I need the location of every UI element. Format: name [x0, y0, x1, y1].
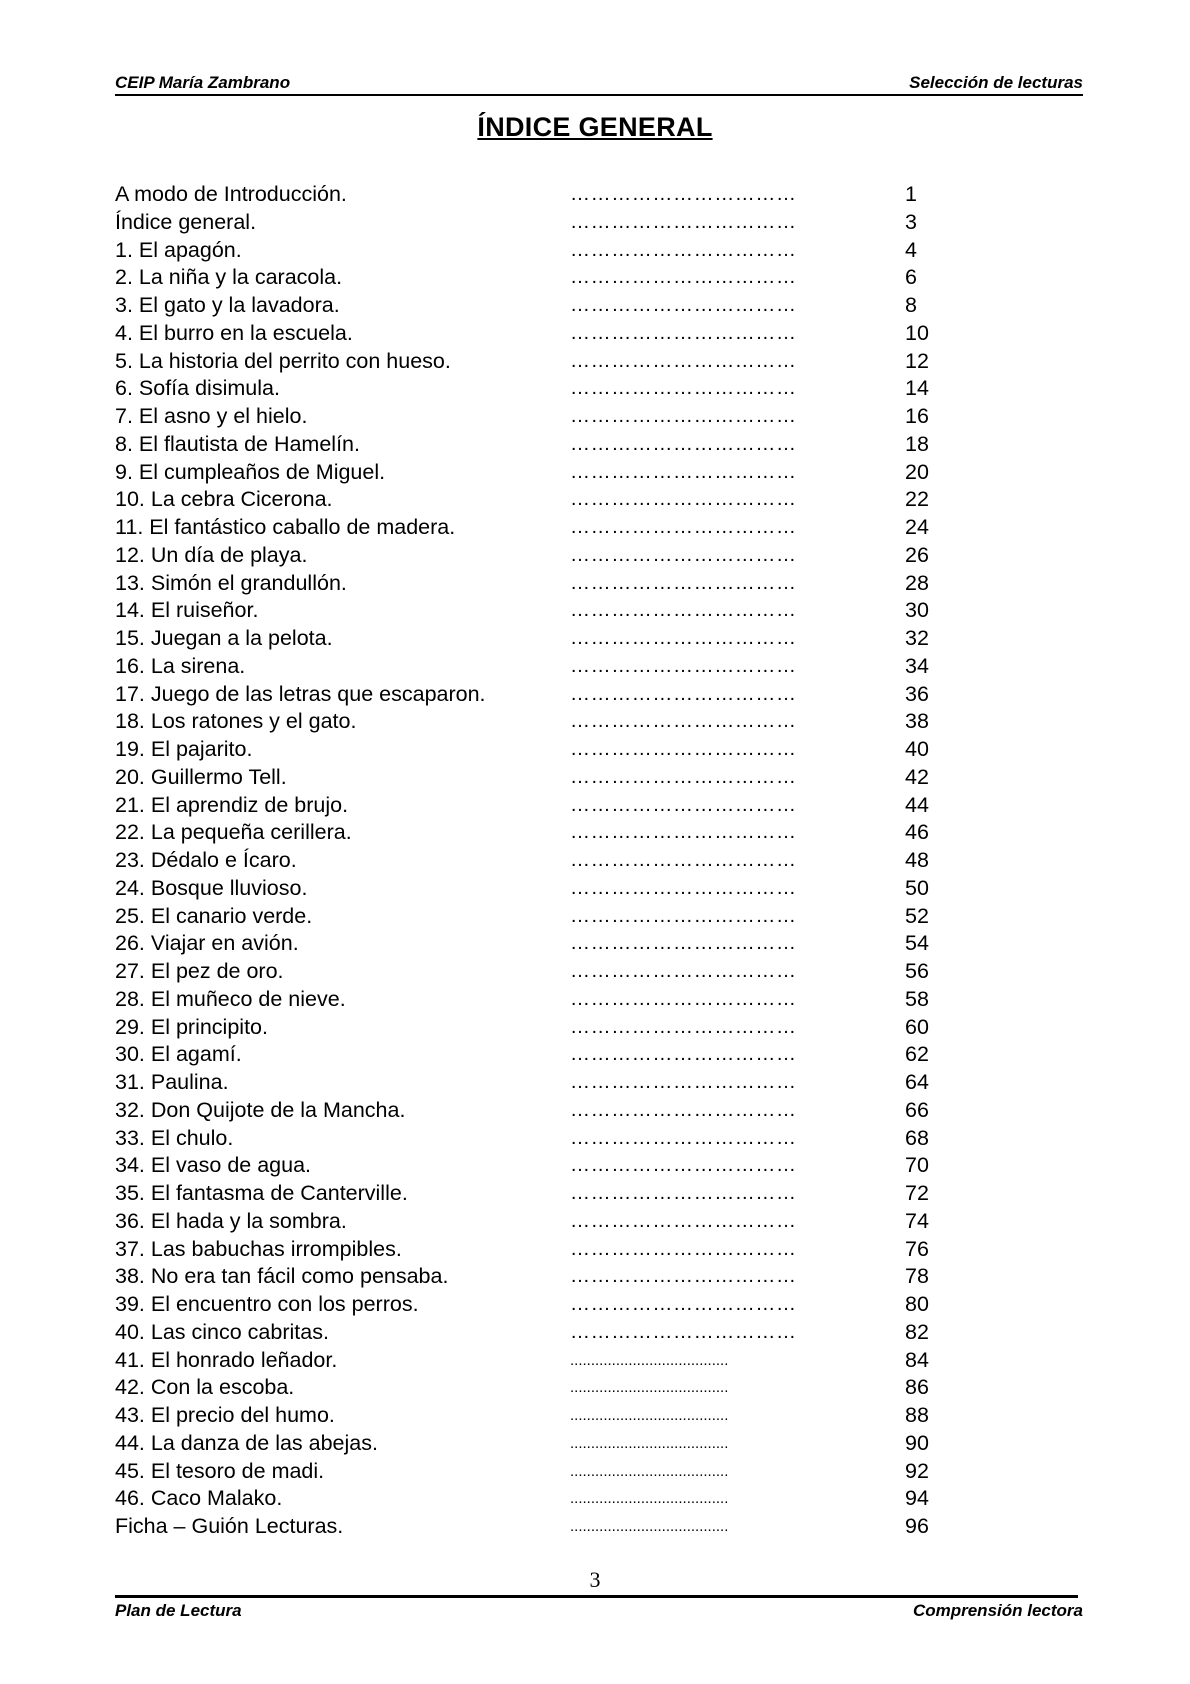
- footer-plan-label: Plan de Lectura: [115, 1601, 242, 1620]
- toc-entry-leader-dots: ……………………………: [570, 488, 797, 511]
- toc-entry: [115, 819, 975, 847]
- toc-entry-title: 39. El encuentro con los perros.: [115, 1292, 419, 1316]
- toc-entry-title: 42. Con la escoba.: [115, 1375, 295, 1400]
- toc-entry-leader-dots: ……………………………: [570, 793, 797, 816]
- toc-entry-leader-dots: ……………………………: [570, 821, 797, 844]
- toc-entry: [115, 875, 975, 903]
- toc-entry-title: 45. El tesoro de madi.: [115, 1458, 325, 1483]
- toc-entry-page-number: 72: [905, 1181, 929, 1205]
- toc-entry: [115, 181, 975, 209]
- toc-entry-page-number: 4: [905, 237, 917, 262]
- toc-entry: [115, 736, 975, 764]
- toc-entry-title: 20. Guillermo Tell.: [115, 764, 287, 789]
- toc-entry-page-number: 18: [905, 431, 929, 456]
- toc-entry-title: 29. El principito.: [115, 1014, 268, 1039]
- table-of-contents: [115, 181, 975, 1541]
- toc-entry-page-number: 34: [905, 653, 929, 678]
- toc-entry: [115, 431, 975, 459]
- toc-entry-title: 1. El apagón.: [115, 237, 242, 262]
- toc-entry-page-number: 64: [905, 1070, 929, 1094]
- toc-entry-leader-dots: ……………………………: [570, 1209, 797, 1232]
- toc-entry-page-number: 52: [905, 903, 929, 928]
- toc-entry-page-number: 94: [905, 1486, 929, 1511]
- toc-entry-page-number: 38: [905, 709, 929, 734]
- page-number: 3: [589, 1567, 601, 1592]
- toc-entry-page-number: 86: [905, 1375, 929, 1400]
- toc-entry-page-number: 58: [905, 986, 929, 1011]
- toc-entry-leader-dots: ……………………………: [570, 1265, 797, 1288]
- toc-entry: [115, 209, 975, 237]
- toc-entry-page-number: 62: [905, 1042, 929, 1067]
- toc-entry-page-number: 16: [905, 404, 929, 428]
- toc-entry-leader-dots: ……………………………: [570, 294, 797, 316]
- toc-entry-leader-dots: ……………………………: [570, 904, 797, 927]
- toc-entry-leader-dots: ……………………………: [570, 1098, 797, 1121]
- toc-entry-page-number: 14: [905, 376, 929, 401]
- toc-entry-leader-dots: ……………………………: [570, 543, 797, 566]
- toc-entry-page-number: 8: [905, 293, 917, 317]
- footer-divider: [115, 1595, 1078, 1598]
- toc-entry-title: 3. El gato y la lavadora.: [115, 293, 340, 317]
- toc-entry: [115, 1291, 975, 1319]
- toc-entry-leader-dots: ……………………………: [570, 183, 797, 205]
- toc-entry-leader-dots: ……………………………: [570, 738, 797, 760]
- toc-entry-leader-dots: ……………………………: [570, 377, 797, 400]
- toc-entry-page-number: 22: [905, 487, 929, 512]
- toc-entry-page-number: 74: [905, 1208, 929, 1233]
- toc-entry: [115, 986, 975, 1014]
- toc-entry-leader-dots: ……………………………: [570, 1320, 797, 1343]
- toc-entry-leader-dots: ......................................: [570, 1490, 729, 1508]
- toc-entry-leader-dots: ……………………………: [570, 960, 797, 982]
- toc-entry-page-number: 70: [905, 1153, 929, 1178]
- toc-entry-title: 13. Simón el grandullón.: [115, 570, 347, 595]
- toc-entry-title: Índice general.: [115, 209, 257, 234]
- toc-entry: [115, 1014, 975, 1042]
- toc-entry-page-number: 48: [905, 848, 929, 872]
- toc-entry-leader-dots: ……………………………: [570, 654, 797, 677]
- toc-entry: [115, 1208, 975, 1236]
- toc-entry: [115, 570, 975, 598]
- toc-entry: [115, 597, 975, 625]
- toc-entry-leader-dots: ……………………………: [570, 1071, 797, 1093]
- toc-entry: [115, 486, 975, 514]
- toc-entry-leader-dots: ……………………………: [570, 571, 797, 594]
- toc-entry-leader-dots: ......................................: [570, 1351, 729, 1369]
- toc-entry: [115, 1097, 975, 1125]
- toc-entry-title: 27. El pez de oro.: [115, 959, 284, 983]
- toc-entry-page-number: 26: [905, 542, 929, 567]
- toc-entry-leader-dots: ......................................: [570, 1407, 729, 1424]
- toc-entry-page-number: 78: [905, 1264, 929, 1289]
- toc-entry-page-number: 36: [905, 681, 929, 706]
- toc-entry-title: 28. El muñeco de nieve.: [115, 986, 346, 1011]
- toc-entry-page-number: 20: [905, 459, 929, 484]
- toc-entry-title: 40. Las cinco cabritas.: [115, 1319, 329, 1344]
- toc-entry-title: 25. El canario verde.: [115, 903, 313, 928]
- toc-entry-leader-dots: ……………………………: [570, 1293, 797, 1315]
- toc-entry: [115, 348, 975, 376]
- toc-entry-title: 23. Dédalo e Ícaro.: [115, 848, 297, 872]
- toc-entry-title: 24. Bosque lluvioso.: [115, 875, 308, 900]
- toc-entry-title: 6. Sofía disimula.: [115, 376, 280, 401]
- page-header: [115, 72, 1083, 96]
- toc-entry-leader-dots: ……………………………: [570, 765, 797, 788]
- toc-entry: [115, 1402, 975, 1430]
- toc-entry-title: 38. No era tan fácil como pensaba.: [115, 1264, 449, 1289]
- toc-entry: [115, 1125, 975, 1153]
- toc-entry-leader-dots: ……………………………: [570, 932, 797, 955]
- toc-entry-title: 15. Juegan a la pelota.: [115, 626, 333, 650]
- toc-entry-leader-dots: ……………………………: [570, 987, 797, 1010]
- toc-entry-title: 26. Viajar en avión.: [115, 931, 299, 956]
- toc-entry-page-number: 76: [905, 1236, 929, 1261]
- toc-entry: [115, 708, 975, 736]
- toc-entry-page-number: 84: [905, 1347, 929, 1372]
- toc-entry-page-number: 10: [905, 320, 929, 345]
- toc-entry-page-number: 88: [905, 1403, 929, 1427]
- toc-entry: [115, 1236, 975, 1264]
- toc-entry-leader-dots: ……………………………: [570, 516, 797, 538]
- toc-entry-title: 41. El honrado leñador.: [115, 1347, 338, 1372]
- toc-entry-page-number: 3: [905, 209, 917, 234]
- toc-entry-page-number: 40: [905, 737, 929, 761]
- toc-entry-leader-dots: ......................................: [570, 1434, 729, 1452]
- toc-entry-page-number: 28: [905, 570, 929, 595]
- toc-entry-title: 37. Las babuchas irrompibles.: [115, 1236, 402, 1261]
- toc-entry: [115, 1069, 975, 1097]
- toc-entry-leader-dots: ……………………………: [570, 405, 797, 427]
- toc-entry: [115, 958, 975, 986]
- toc-entry-page-number: 68: [905, 1125, 929, 1150]
- toc-entry: [115, 320, 975, 348]
- toc-entry-title: 30. El agamí.: [115, 1042, 242, 1067]
- toc-entry: [115, 403, 975, 431]
- toc-entry-leader-dots: ……………………………: [570, 1154, 797, 1177]
- toc-entry-leader-dots: ……………………………: [570, 266, 797, 289]
- toc-entry-page-number: 60: [905, 1014, 929, 1039]
- toc-entry-leader-dots: ……………………………: [570, 1237, 797, 1260]
- toc-entry: [115, 847, 975, 875]
- footer-section-label: Comprensión lectora: [912, 1601, 1083, 1620]
- toc-entry-leader-dots: ......................................: [570, 1462, 729, 1480]
- toc-entry: [115, 1374, 975, 1402]
- toc-entry-page-number: 54: [905, 931, 929, 956]
- toc-entry-title: 12. Un día de playa.: [115, 542, 308, 567]
- toc-entry: [115, 1319, 975, 1347]
- toc-entry-title: 5. La historia del perrito con hueso.: [115, 348, 451, 373]
- toc-entry-title: 2. La niña y la caracola.: [115, 265, 343, 290]
- toc-entry-page-number: 50: [905, 875, 929, 900]
- toc-entry-leader-dots: ……………………………: [570, 1126, 797, 1149]
- toc-entry: [115, 625, 975, 653]
- toc-entry-title: 16. La sirena.: [115, 653, 246, 678]
- header-school-name: CEIP María Zambrano: [115, 73, 291, 92]
- toc-entry-leader-dots: ……………………………: [570, 849, 797, 871]
- toc-entry: [115, 1347, 975, 1375]
- toc-entry: [115, 681, 975, 709]
- toc-entry-leader-dots: ……………………………: [570, 682, 797, 705]
- toc-entry-page-number: 66: [905, 1097, 929, 1122]
- toc-entry-page-number: 24: [905, 515, 929, 539]
- toc-entry-page-number: 12: [905, 348, 929, 373]
- toc-entry-page-number: 6: [905, 265, 917, 290]
- toc-entry-page-number: 90: [905, 1430, 929, 1455]
- toc-entry: [115, 792, 975, 820]
- toc-entry-leader-dots: ......................................: [570, 1379, 729, 1397]
- toc-entry-page-number: 56: [905, 959, 929, 983]
- toc-entry: [115, 514, 975, 542]
- toc-entry-title: 36. El hada y la sombra.: [115, 1208, 347, 1233]
- toc-entry-page-number: 82: [905, 1319, 929, 1344]
- toc-entry-page-number: 32: [905, 626, 929, 650]
- toc-entry: [115, 764, 975, 792]
- toc-entry-title: 44. La danza de las abejas.: [115, 1430, 378, 1455]
- toc-entry: [115, 903, 975, 931]
- toc-entry-title: 10. La cebra Cicerona.: [115, 487, 333, 512]
- toc-entry-page-number: 96: [905, 1514, 929, 1538]
- toc-entry-title: A modo de Introducción.: [115, 182, 347, 206]
- toc-entry: [115, 292, 975, 320]
- toc-entry-title: 46. Caco Malako.: [115, 1486, 283, 1511]
- toc-entry-page-number: 80: [905, 1292, 929, 1316]
- toc-entry-page-number: 30: [905, 598, 929, 623]
- toc-entry: [115, 1180, 975, 1208]
- toc-entry: [115, 542, 975, 570]
- page-title: ÍNDICE GENERAL: [477, 112, 713, 142]
- toc-entry: [115, 1041, 975, 1069]
- toc-entry-leader-dots: ……………………………: [570, 1015, 797, 1038]
- toc-entry-leader-dots: ……………………………: [570, 349, 797, 372]
- toc-entry-page-number: 46: [905, 820, 929, 845]
- toc-entry-page-number: 92: [905, 1458, 929, 1483]
- toc-entry-title: 21. El aprendiz de brujo.: [115, 792, 349, 817]
- toc-entry-title: 11. El fantástico caballo de madera.: [115, 515, 456, 539]
- toc-entry-title: 9. El cumpleaños de Miguel.: [115, 459, 386, 484]
- toc-entry-title: 4. El burro en la escuela.: [115, 320, 353, 345]
- toc-entry-page-number: 42: [905, 764, 929, 789]
- toc-entry-title: 17. Juego de las letras que escaparon.: [115, 681, 486, 706]
- toc-entry-leader-dots: ……………………………: [570, 627, 797, 649]
- toc-entry-title: 34. El vaso de agua.: [115, 1153, 312, 1178]
- toc-entry: [115, 653, 975, 681]
- header-document-title: Selección de lecturas: [909, 73, 1083, 92]
- toc-entry: [115, 264, 975, 292]
- toc-entry: [115, 1513, 975, 1541]
- toc-entry: [115, 930, 975, 958]
- toc-entry-leader-dots: ……………………………: [570, 1182, 797, 1204]
- toc-entry-leader-dots: ……………………………: [570, 1043, 797, 1066]
- toc-entry-title: 19. El pajarito.: [115, 737, 253, 761]
- toc-entry-title: 22. La pequeña cerillera.: [115, 820, 352, 845]
- toc-entry-leader-dots: ……………………………: [570, 321, 797, 344]
- toc-entry-leader-dots: ……………………………: [570, 599, 797, 622]
- toc-entry-page-number: 44: [905, 792, 929, 817]
- toc-entry-title: 35. El fantasma de Canterville.: [115, 1181, 408, 1205]
- toc-entry: [115, 1152, 975, 1180]
- toc-entry-leader-dots: ……………………………: [570, 432, 797, 455]
- toc-entry-title: 43. El precio del humo.: [115, 1403, 335, 1427]
- toc-entry: [115, 1263, 975, 1291]
- toc-entry-title: 32. Don Quijote de la Mancha.: [115, 1097, 406, 1122]
- toc-entry-title: 33. El chulo.: [115, 1125, 234, 1150]
- toc-entry: [115, 237, 975, 265]
- toc-entry: [115, 1485, 975, 1513]
- toc-entry-leader-dots: ……………………………: [570, 210, 797, 233]
- toc-entry-title: 14. El ruiseñor.: [115, 598, 259, 623]
- toc-entry-title: 18. Los ratones y el gato.: [115, 709, 357, 734]
- toc-entry-title: 7. El asno y el hielo.: [115, 404, 308, 428]
- toc-entry-leader-dots: ……………………………: [570, 710, 797, 733]
- toc-entry-title: 31. Paulina.: [115, 1070, 229, 1094]
- toc-entry: [115, 1458, 975, 1486]
- toc-entry: [115, 459, 975, 487]
- toc-entry: [115, 1430, 975, 1458]
- toc-entry-page-number: 1: [905, 182, 917, 206]
- toc-entry-leader-dots: ……………………………: [570, 876, 797, 899]
- toc-entry-leader-dots: ……………………………: [570, 238, 797, 261]
- toc-entry-title: 8. El flautista de Hamelín.: [115, 431, 360, 456]
- toc-entry-leader-dots: ......................................: [570, 1518, 729, 1535]
- toc-entry-title: Ficha – Guión Lecturas.: [115, 1514, 344, 1538]
- toc-entry-leader-dots: ……………………………: [570, 460, 797, 483]
- toc-entry: [115, 375, 975, 403]
